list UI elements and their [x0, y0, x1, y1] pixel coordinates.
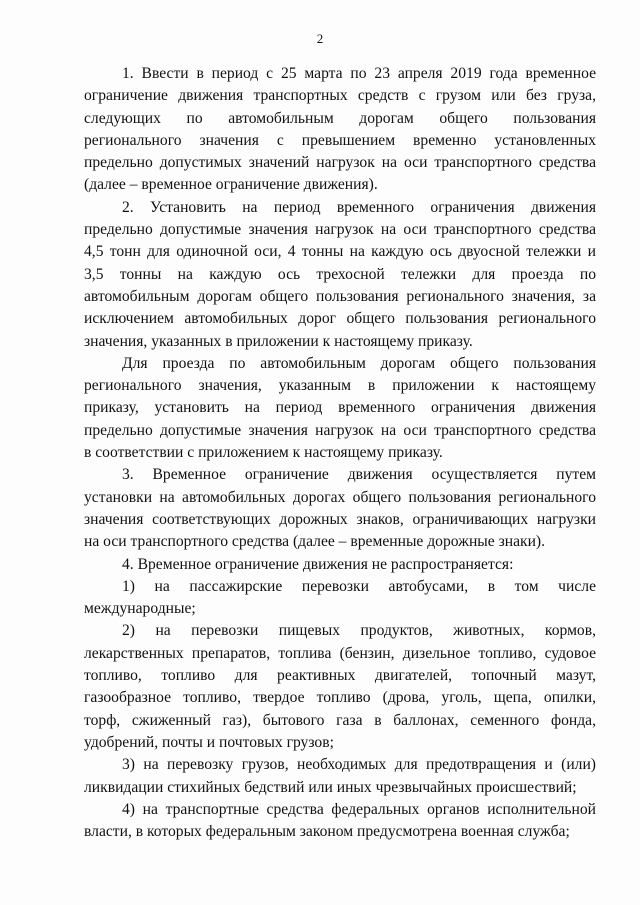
- paragraph-5: [84, 554, 596, 576]
- text-line: торф, сжиженный газ), бытового газа в баллонах, семенного фонда,: [84, 711, 596, 729]
- page-number: 2: [316, 31, 324, 46]
- list-item-4: [84, 799, 596, 844]
- text-line: предельно допустимые значения нагрузок на оси транспортного средства: [84, 421, 596, 439]
- text-line: автомобильным дорогам общего пользования регионального значения, за: [84, 287, 596, 305]
- text-line: удобрений, почты и почтовых грузов;: [84, 733, 334, 751]
- text-line: 3) на перевозку грузов, необходимых для предотвращения и (или): [122, 756, 596, 774]
- paragraph-2: [84, 197, 596, 353]
- text-line: газообразное топливо, твердое топливо (дрова, уголь, щепа, опилки,: [84, 689, 596, 707]
- text-line: международные;: [84, 600, 196, 618]
- text-line: 1) на пассажирские перевозки автобусами, в том числе: [122, 577, 596, 595]
- list-item-3: [84, 754, 596, 799]
- text-line: 2) на перевозки пищевых продуктов, животных, кормов,: [122, 622, 596, 640]
- text-line: исключением автомобильных дорог общего пользования регионального: [84, 310, 596, 328]
- text-line: 4. Временное ограничение движения не распространяется:: [122, 555, 514, 573]
- text-line: лекарственных препаратов, топлива (бензин, дизельное топливо, судовое: [84, 644, 596, 662]
- text-line: 1. Ввести в период с 25 марта по 23 апреля 2019 года временное: [122, 65, 596, 82]
- text-line: следующих по автомобильным дорогам общего пользования: [84, 109, 596, 127]
- text-line: власти, в которых федеральным законом предусмотрена военная служба;: [84, 823, 570, 841]
- text-line: 2. Установить на период временного ограничения движения: [122, 198, 596, 216]
- text-line: приказу, установить на период временного ограничения движения: [84, 399, 596, 417]
- text-line: 3. Временное ограничение движения осуществляется путем: [122, 466, 596, 484]
- text-line: предельно допустимые значения нагрузок на оси транспортного средства: [84, 221, 596, 239]
- text-line: 4,5 тонн для одиночной оси, 4 тонны на каждую ось двуосной тележки и: [84, 243, 596, 261]
- paragraph-3: [84, 353, 596, 464]
- text-line: 4) на транспортные средства федеральных органов исполнительной: [122, 800, 596, 818]
- text-line: регионального значения с превышением временно установленных: [84, 131, 596, 149]
- document-body: [84, 63, 596, 843]
- text-line: (далее – временное ограничение движения).: [84, 176, 378, 194]
- paragraph-1: [84, 63, 596, 197]
- text-line: ограничение движения транспортных средств с грузом или без груза,: [84, 87, 596, 105]
- paragraph-4: [84, 464, 596, 553]
- text-line: в соответствии с приложением к настоящему приказу.: [84, 444, 443, 462]
- text-line: на оси транспортного средства (далее – временные дорожные знаки).: [84, 533, 546, 551]
- text-line: установки на автомобильных дорогах общего пользования регионального: [84, 488, 596, 506]
- text-line: ликвидации стихийных бедствий или иных чрезвычайных происшествий;: [84, 778, 577, 796]
- text-line: значения соответствующих дорожных знаков, ограничивающих нагрузки: [84, 510, 596, 528]
- text-line: значения, указанных в приложении к настоящему приказу.: [84, 332, 473, 350]
- text-line: топливо, топливо для реактивных двигателей, топочный мазут,: [84, 667, 596, 685]
- text-line: Для проезда по автомобильным дорогам общего пользования: [122, 354, 596, 372]
- text-line: регионального значения, указанным в приложении к настоящему: [84, 377, 596, 395]
- text-line: предельно допустимых значений нагрузок на оси транспортного средства: [84, 154, 596, 172]
- text-line: 3,5 тонны на каждую ось трехосной тележки для проезда по: [84, 265, 596, 283]
- list-item-2: [84, 620, 596, 754]
- list-item-1: [84, 576, 596, 621]
